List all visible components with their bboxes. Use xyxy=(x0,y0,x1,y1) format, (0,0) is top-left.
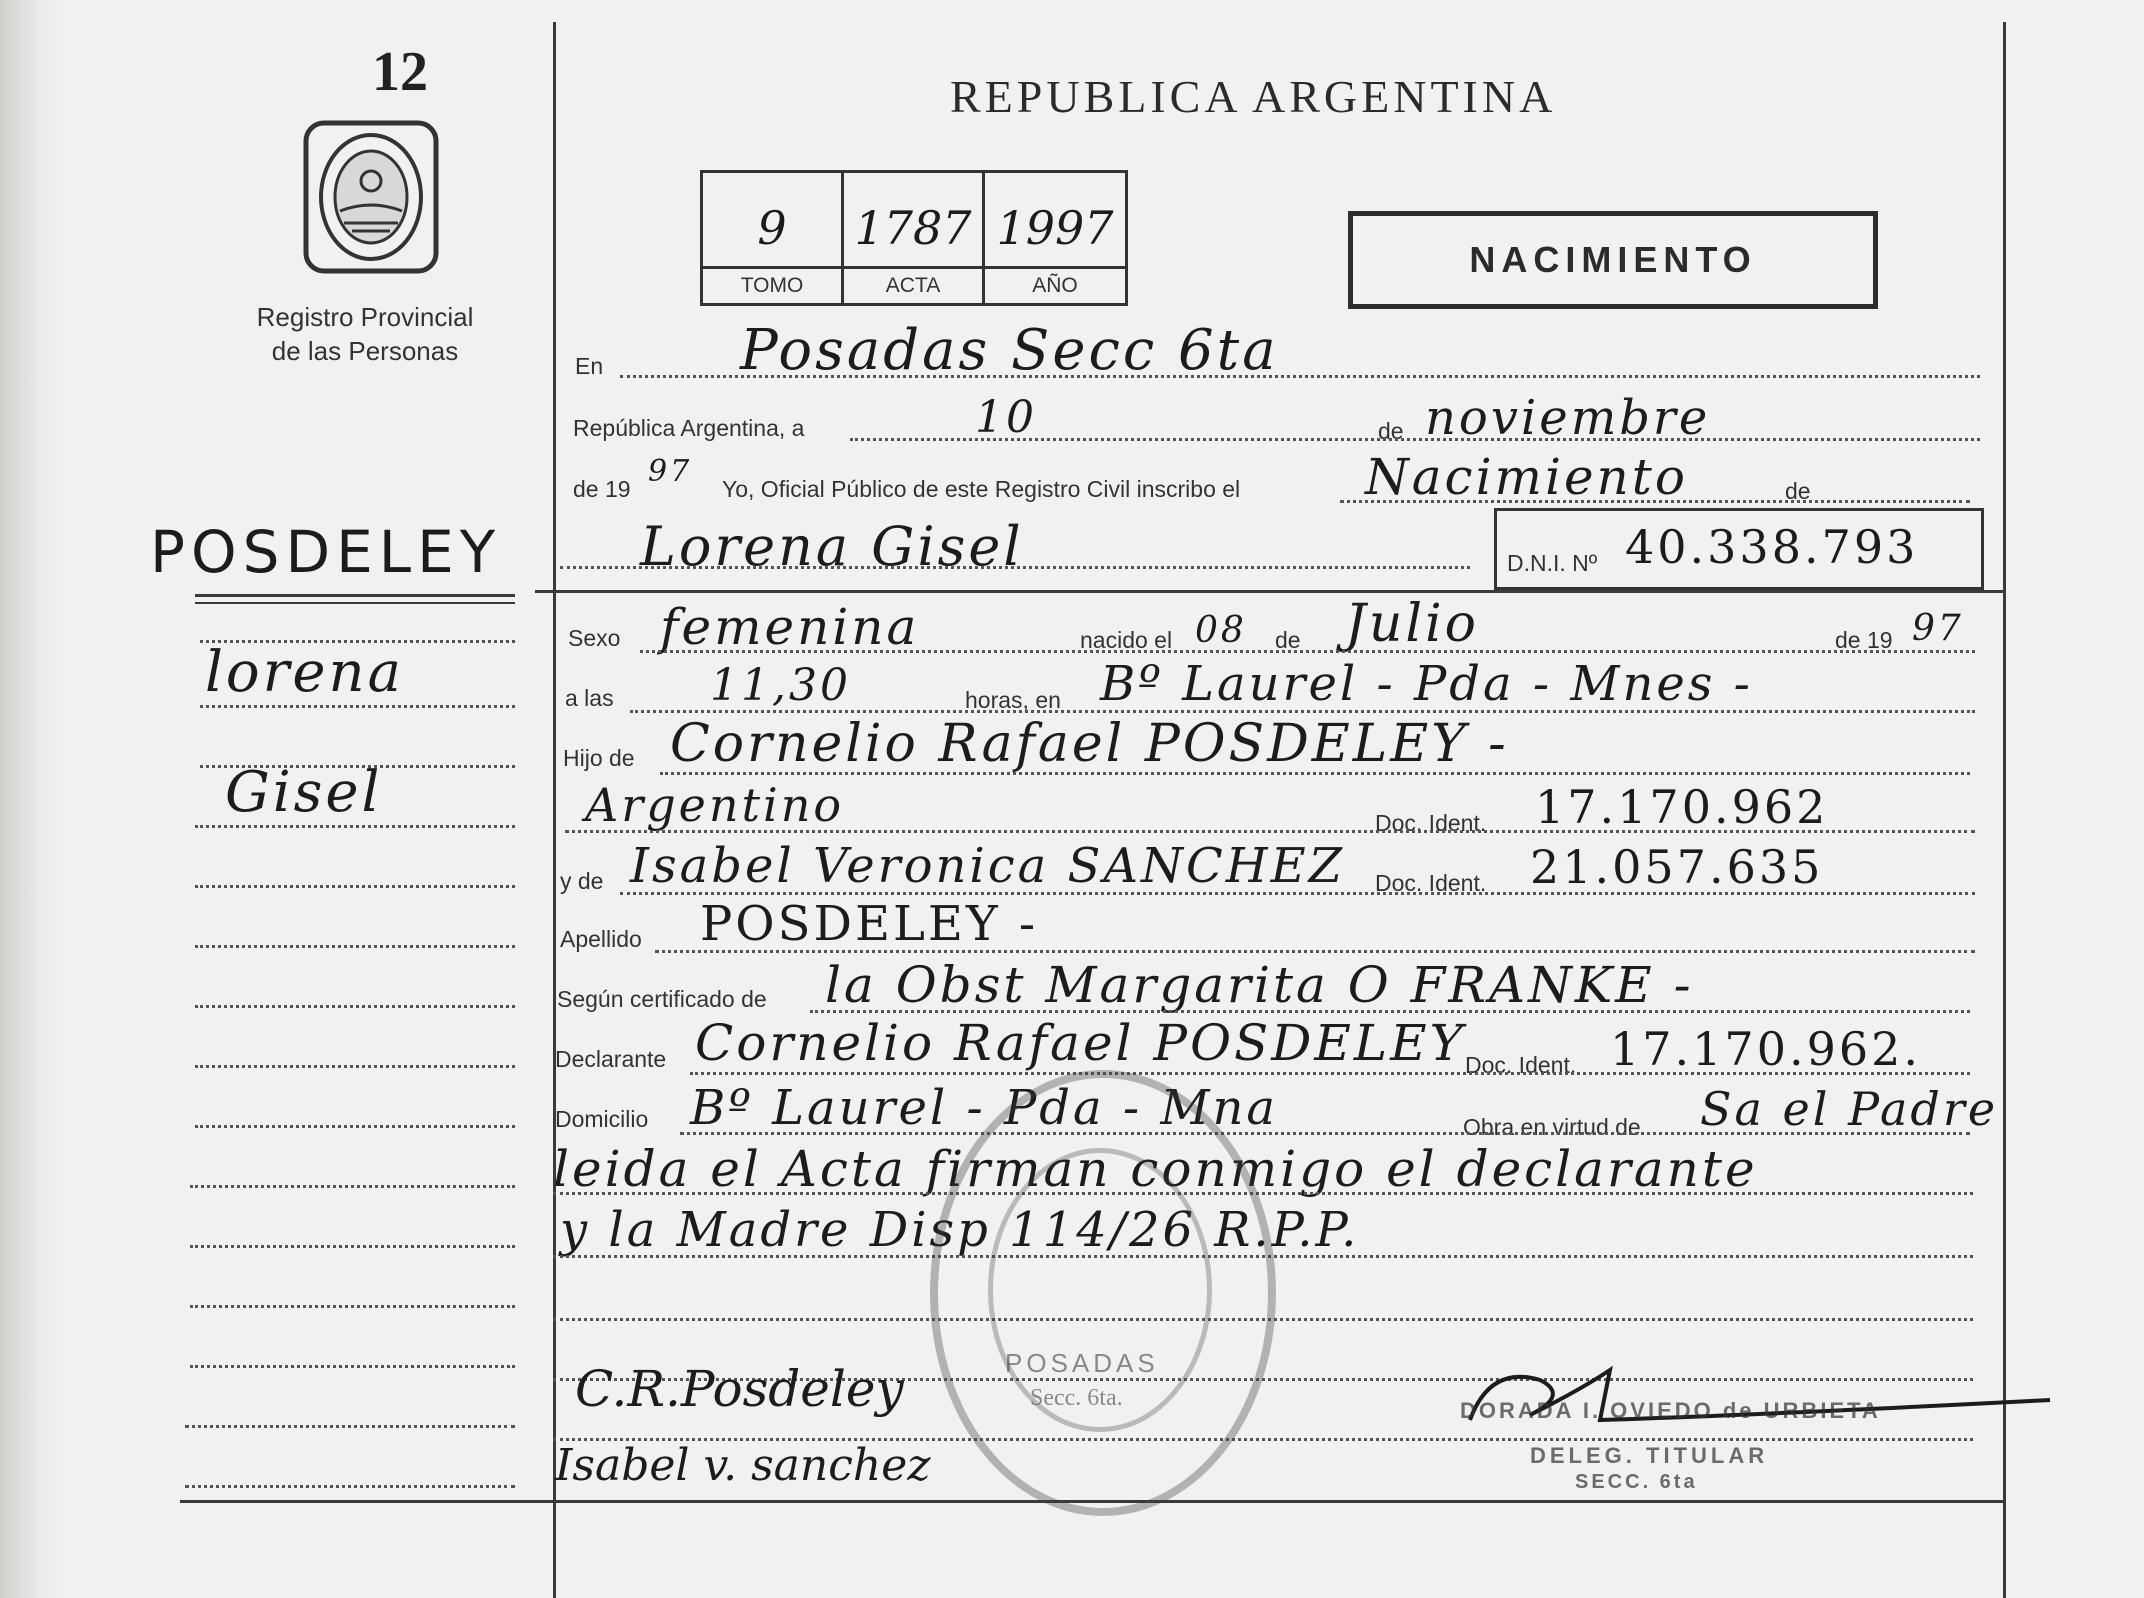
registry-name-line1: Registro Provincial xyxy=(256,302,474,332)
registry-name xyxy=(230,300,500,368)
margin-line xyxy=(195,1125,515,1128)
nombre-value: Lorena Gisel xyxy=(640,515,1024,578)
margin-line xyxy=(200,705,515,708)
margin-line xyxy=(195,945,515,948)
margin-line xyxy=(195,885,515,888)
lugar-value: Bº Laurel - Pda - Mnes - xyxy=(1100,656,1753,712)
misiones-seal-icon xyxy=(300,115,442,275)
hijo-line xyxy=(660,772,1970,775)
margin-line xyxy=(200,765,515,768)
margin-line xyxy=(200,640,515,643)
padre-doc-label: Doc. Ident. xyxy=(1375,810,1487,836)
page-edge-shadow xyxy=(0,0,70,1598)
horas-en-label: horas, en xyxy=(965,687,1061,713)
acto-line xyxy=(1340,500,1970,503)
padre-value: Cornelio Rafael POSDELEY - xyxy=(670,714,1509,774)
madre-value: Isabel Veronica SANCHEZ xyxy=(630,838,1346,894)
acta-label: ACTA xyxy=(844,266,982,303)
office-round-stamp xyxy=(930,1070,1276,1516)
header-separator xyxy=(535,590,2005,593)
padre-nac-line xyxy=(565,830,1975,833)
tomo-cell xyxy=(703,173,844,303)
republica-label: República Argentina, a xyxy=(573,415,805,441)
apellido-line xyxy=(655,950,1975,953)
record-number-box xyxy=(700,170,1128,306)
declarante-line xyxy=(690,1072,1970,1075)
anio-label: AÑO xyxy=(985,266,1125,303)
officer-title: DELEG. TITULAR xyxy=(1530,1443,1769,1468)
obra-value: Sa el Padre xyxy=(1700,1082,1999,1136)
anio-cell xyxy=(985,173,1125,303)
dni-label: D.N.I. Nº xyxy=(1507,550,1598,576)
margin-second-name: Gisel xyxy=(225,760,383,825)
nacido-year: 97 xyxy=(1912,608,1964,649)
en-value: Posadas Secc 6ta xyxy=(740,318,1279,383)
hora-value: 11,30 xyxy=(710,660,851,711)
declarante-value: Cornelio Rafael POSDELEY xyxy=(695,1014,1466,1072)
country-title: REPUBLICA ARGENTINA xyxy=(950,71,1557,122)
madre-doc-label: Doc. Ident. xyxy=(1375,870,1487,896)
margin-line xyxy=(195,825,515,828)
declarante-doc-label: Doc. Ident. xyxy=(1465,1052,1577,1078)
segun-line xyxy=(810,1010,1970,1013)
apellido-label: Apellido xyxy=(560,926,642,952)
segun-value: la Obst Margarita O FRANKE - xyxy=(825,956,1694,1014)
mother-signature: Isabel v. sanchez xyxy=(555,1440,931,1491)
nota-line1 xyxy=(553,1192,1973,1195)
month-value: noviembre xyxy=(1425,390,1711,446)
margin-line xyxy=(185,1425,515,1428)
de3-label: de xyxy=(1275,627,1301,653)
registry-name-line2: de las Personas xyxy=(271,336,459,366)
nota-linea2: y la Madre Disp 114/26 R.P.P. xyxy=(560,1202,1360,1258)
obra-label: Obra en virtud de xyxy=(1463,1114,1641,1140)
day-value: 10 xyxy=(975,392,1037,443)
margin-line xyxy=(195,1065,515,1068)
record-type-box xyxy=(1348,211,1878,309)
y-de-line xyxy=(620,892,1975,895)
margin-surname-underline xyxy=(195,594,515,597)
father-signature: C.R.Posdeley xyxy=(575,1360,904,1418)
stamp-section: Secc. 6ta. xyxy=(1030,1385,1123,1411)
de-label: de xyxy=(1378,418,1404,444)
nombre-line xyxy=(560,566,1470,569)
en-label: En xyxy=(575,353,604,379)
folio-number: 12 xyxy=(372,41,428,103)
officer-name: DORADA I. OVIEDO de URBIETA xyxy=(1460,1398,1881,1423)
anio-value: 1997 xyxy=(996,201,1114,255)
margin-line xyxy=(195,1005,515,1008)
nota-linea1: leida el Acta firman conmigo el declarante xyxy=(553,1140,1758,1198)
nacido-month: Julio xyxy=(1345,594,1479,654)
acta-cell xyxy=(844,173,985,303)
tomo-value: 9 xyxy=(757,201,787,255)
acto-value: Nacimiento xyxy=(1365,448,1688,506)
stamp-city: POSADAS xyxy=(1005,1348,1159,1378)
a-las-line xyxy=(630,710,1975,713)
domicilio-line xyxy=(680,1132,1970,1135)
domicilio-value: Bº Laurel - Pda - Mna xyxy=(690,1080,1278,1136)
madre-doc-value: 21.057.635 xyxy=(1530,840,1824,894)
declarante-label: Declarante xyxy=(555,1046,667,1072)
domicilio-label: Domicilio xyxy=(555,1106,649,1132)
margin-line xyxy=(190,1245,515,1248)
sexo-label: Sexo xyxy=(568,625,621,651)
acta-value: 1787 xyxy=(854,201,972,255)
de-year-label: de 19 xyxy=(573,476,631,502)
declarante-doc-value: 17.170.962. xyxy=(1610,1022,1921,1076)
en-line xyxy=(620,375,1980,378)
officer-section: SECC. 6ta xyxy=(1575,1471,1698,1493)
left-column-divider xyxy=(553,22,556,1598)
nacido-label: nacido el xyxy=(1080,627,1173,653)
hijo-label: Hijo de xyxy=(563,745,635,771)
oficial-label: Yo, Oficial Público de este Registro Civil inscribo el xyxy=(722,476,1241,502)
de-year2-label: de 19 xyxy=(1835,627,1893,653)
apellido-value: POSDELEY - xyxy=(700,896,1039,952)
record-type-label: NACIMIENTO xyxy=(1469,239,1757,280)
sexo-line xyxy=(640,650,1975,653)
margin-line xyxy=(190,1305,515,1308)
margin-surname-underline-2 xyxy=(195,602,515,604)
padre-nac-value: Argentino xyxy=(585,778,845,832)
margin-first-name: lorena xyxy=(205,640,404,705)
sexo-value: femenina xyxy=(660,598,920,656)
segun-label: Según certificado de xyxy=(557,986,767,1012)
tomo-label: TOMO xyxy=(703,266,841,303)
fecha-line xyxy=(850,438,1980,441)
nacido-day: 08 xyxy=(1195,610,1247,651)
de2-label: de xyxy=(1785,478,1811,504)
margin-line xyxy=(190,1365,515,1368)
y-de-label: y de xyxy=(560,868,604,894)
dni-value: 40.338.793 xyxy=(1625,520,1919,574)
year-value: 97 xyxy=(648,454,693,489)
margin-surname: POSDELEY xyxy=(150,518,502,586)
margin-line xyxy=(190,1185,515,1188)
padre-doc-value: 17.170.962 xyxy=(1535,780,1829,834)
a-las-label: a las xyxy=(565,685,614,711)
margin-line xyxy=(185,1485,515,1488)
